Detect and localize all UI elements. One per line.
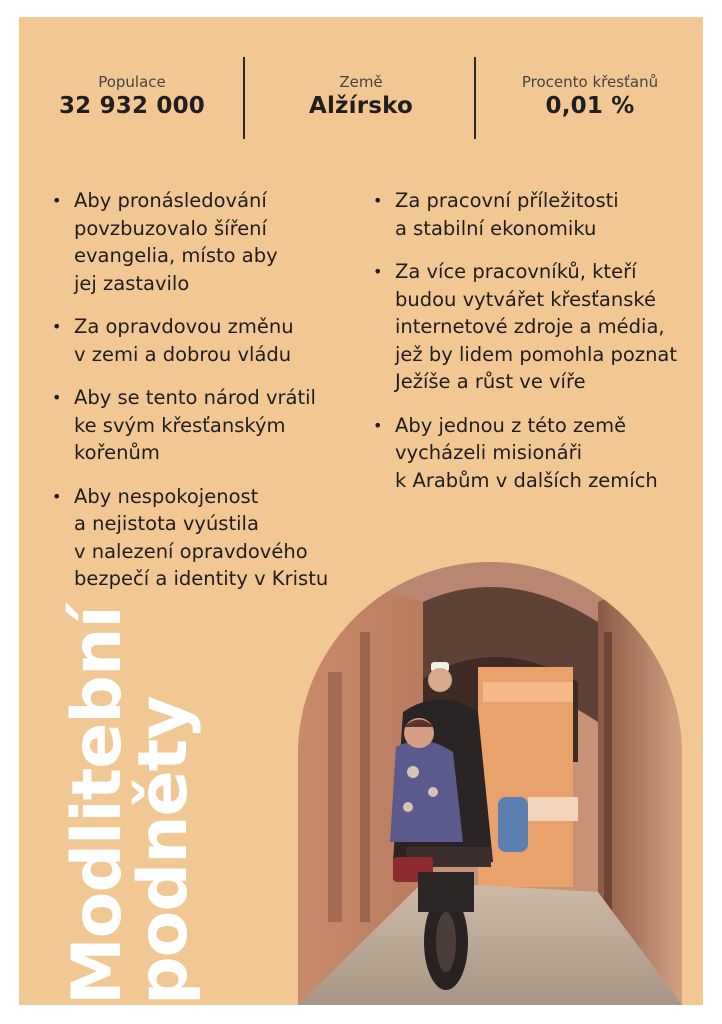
list-item — [49, 483, 359, 593]
stats-bar — [19, 57, 703, 139]
stat-country — [248, 57, 474, 119]
prayer-text: Za více pracovníků, kteří budou vytvářet křesťanské internetové zdroje a média, jež by lidem pomohla poznat Ježíše a růst ve víře — [395, 260, 678, 393]
alley-photo — [298, 562, 682, 1005]
list-item — [49, 384, 359, 467]
bullet-icon: • — [373, 415, 383, 435]
stat-value: Alžírsko — [308, 93, 414, 119]
prayer-text: Za pracovní příležitosti a stabilní ekonomiku — [395, 189, 619, 240]
list-item — [370, 412, 700, 495]
stat-population — [19, 57, 245, 119]
list-item — [370, 258, 700, 396]
stat-value: 0,01 % — [545, 93, 635, 119]
stat-divider — [243, 57, 245, 139]
prayer-list-right — [370, 187, 700, 510]
list-item — [49, 313, 359, 368]
prayer-text: Aby se tento národ vrátil ke svým křesťanským kořenům — [74, 386, 316, 464]
list-item — [49, 187, 359, 297]
stat-label: Procento křesťanů — [521, 73, 659, 91]
bullet-icon: • — [52, 388, 62, 407]
bullet-icon: • — [52, 317, 62, 336]
bullet-icon: • — [373, 262, 383, 281]
stat-christian-percentage — [477, 57, 703, 119]
bullet-icon: • — [52, 486, 62, 506]
title-line-2: podněty — [124, 696, 203, 1005]
prayer-text: Aby nespokojenost a nejistota vyústila v nalezení opravdového bezpečí a identity v Kristu — [74, 484, 329, 590]
bullet-icon: • — [373, 191, 383, 210]
prayer-list-left — [49, 187, 359, 609]
page-title — [58, 606, 203, 1005]
stat-label: Populace — [98, 73, 166, 91]
prayer-text: Aby jednou z této země vycházeli misionáři k Arabům v dalších zemích — [395, 413, 658, 492]
list-item — [370, 187, 700, 242]
prayer-text: Aby pronásledování povzbuzovalo šíření evangelia, místo aby jej zastavilo — [74, 189, 278, 295]
stat-divider — [474, 57, 476, 139]
bullet-icon: • — [52, 191, 62, 210]
prayer-page — [19, 17, 703, 1005]
title-line-1: Modlitební — [58, 606, 137, 1005]
stat-value: 32 932 000 — [58, 93, 206, 119]
stat-label: Země — [339, 73, 383, 91]
prayer-text: Za opravdovou změnu v zemi a dobrou vládu — [74, 315, 294, 366]
